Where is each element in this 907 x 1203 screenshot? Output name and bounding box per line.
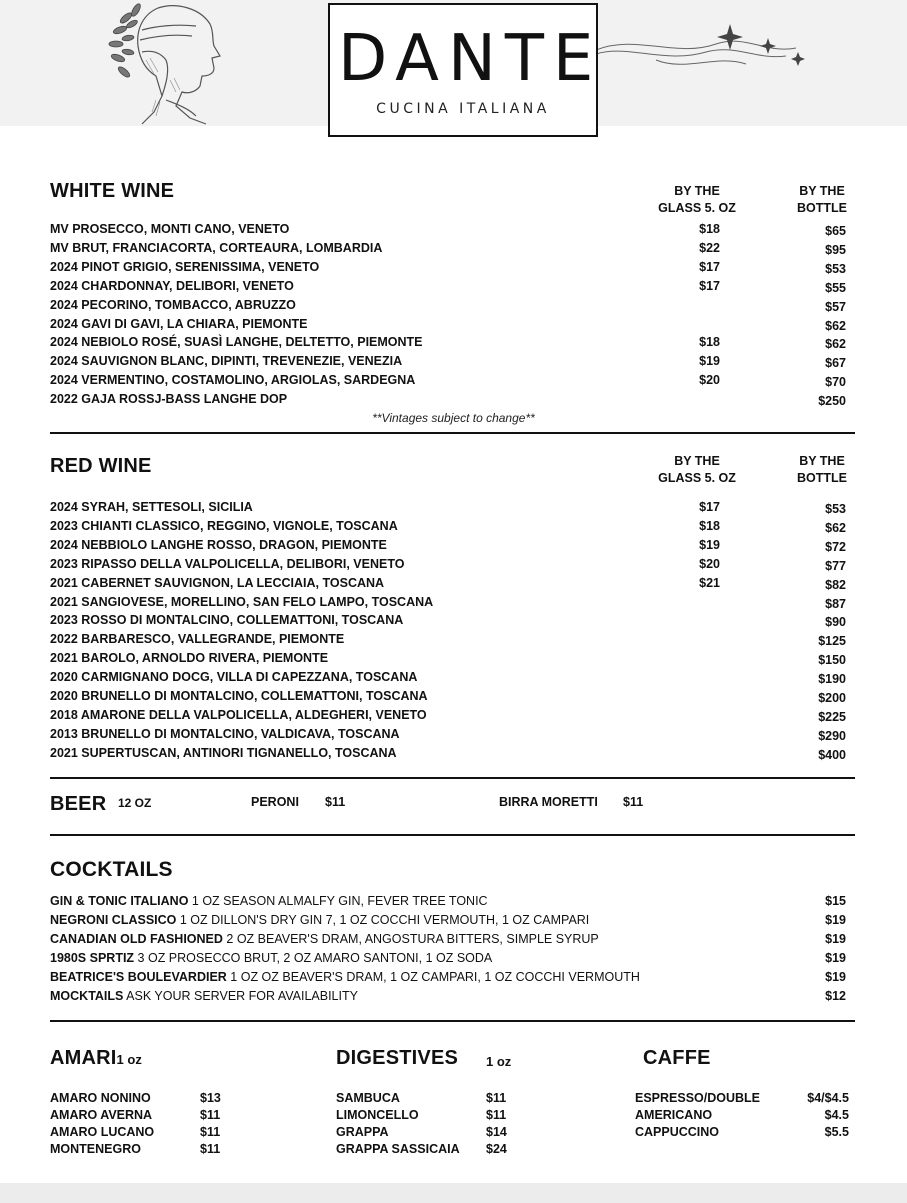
wine-bottle-price: $53 (825, 502, 846, 516)
cocktail-price: $19 (825, 970, 846, 984)
cocktail-price: $19 (825, 913, 846, 927)
digestives-item-name: GRAPPA SASSICAIA (336, 1142, 460, 1156)
cocktail-description: 1 OZ OZ BEAVER'S DRAM, 1 OZ CAMPARI, 1 OZ COCCHI VERMOUTH (226, 970, 640, 984)
wine-item-name: MV BRUT, FRANCIACORTA, CORTEAURA, LOMBARDIA (50, 240, 383, 255)
digestives-item-price: $24 (486, 1142, 507, 1156)
wine-item-name: 2022 BARBARESCO, VALLEGRANDE, PIEMONTE (50, 632, 345, 647)
amari-item-name: AMARO LUCANO (50, 1125, 155, 1139)
wine-bottle-price: $225 (818, 709, 846, 724)
wine-bottle-price: $190 (818, 672, 846, 687)
wine-bottle-price: $72 (825, 539, 846, 554)
wine-item-name: 2023 ROSSO DI MONTALCINO, COLLEMATTONI, TOSCANA (50, 613, 404, 628)
wine-item-name: 2023 CHIANTI CLASSICO, REGGINO, VIGNOLE, TOSCANA (50, 518, 398, 533)
caffe-item-price: $4/$4.5 (807, 1091, 849, 1105)
amari-item-price: $11 (200, 1108, 221, 1122)
wine-item-name: 2024 GAVI DI GAVI, LA CHIARA, PIEMONTE (50, 316, 308, 331)
wine-bottle-price: $90 (825, 615, 846, 630)
wine-bottle-price: $57 (825, 299, 846, 314)
digestives-size: 1 oz (486, 1054, 512, 1069)
caffe-title: CAFFE (643, 1047, 711, 1069)
wine-item-name: 2024 NEBIOLO ROSÉ, SUASÌ LANGHE, DELTETTO, PIEMONTE (50, 335, 423, 350)
white-wine-glass-header: BY THE GLASS 5. OZ (658, 184, 736, 215)
wine-bottle-price: $55 (825, 280, 846, 295)
wine-item-name: 2024 CHARDONNAY, DELIBORI, VENETO (50, 278, 294, 293)
wine-item-name: 2021 CABERNET SAUVIGNON, LA LECCIAIA, TOSCANA (50, 575, 385, 590)
wine-item-name: 2024 PECORINO, TOMBACCO, ABRUZZO (50, 297, 296, 312)
wine-bottle-price: $62 (825, 520, 846, 535)
wine-item-name: 2024 NEBBIOLO LANGHE ROSSO, DRAGON, PIEMONTE (50, 537, 387, 552)
wine-item-name: 2024 SYRAH, SETTESOLI, SICILIA (50, 500, 253, 514)
cocktail-description: 2 OZ BEAVER'S DRAM, ANGOSTURA BITTERS, SIMPLE SYRUP (222, 932, 599, 946)
cocktail-item (50, 970, 640, 984)
amari-heading (50, 1047, 142, 1070)
wine-bottle-price: $150 (818, 653, 846, 668)
cocktail-item (50, 913, 589, 927)
red-wine-glass-header: BY THE GLASS 5. OZ (658, 454, 736, 485)
wine-bottle-price: $87 (825, 596, 846, 611)
wine-bottle-price: $200 (818, 691, 846, 705)
wine-item-name: 2024 VERMENTINO, COSTAMOLINO, ARGIOLAS, SARDEGNA (50, 373, 416, 388)
wine-item-name: 2013 BRUNELLO DI MONTALCINO, VALDICAVA, TOSCANA (50, 726, 400, 741)
cocktail-name: 1980S SPRTIZ (50, 951, 135, 965)
cocktail-price: $15 (825, 894, 846, 908)
caffe-item-name: AMERICANO (635, 1108, 713, 1122)
cocktail-item (50, 951, 492, 965)
cocktail-name: BEATRICE'S BOULEVARDIER (50, 970, 227, 984)
wine-item-name: 2020 BRUNELLO DI MONTALCINO, COLLEMATTONI, TOSCANA (50, 689, 428, 703)
wine-glass-price: $19 (699, 354, 720, 369)
wine-item-name: 2021 BAROLO, ARNOLDO RIVERA, PIEMONTE (50, 651, 329, 666)
restaurant-name: DANTE (338, 22, 603, 96)
wine-glass-price: $17 (699, 278, 720, 293)
cocktail-name: CANADIAN OLD FASHIONED (50, 932, 223, 946)
wine-bottle-price: $70 (825, 375, 846, 390)
beer-item-price: $11 (623, 795, 644, 809)
wine-item-name: 2024 PINOT GRIGIO, SERENISSIMA, VENETO (50, 259, 320, 274)
swirl-stars-decoration (596, 14, 816, 84)
wine-bottle-price: $250 (818, 394, 846, 409)
amari-item-name: AMARO AVERNA (50, 1108, 153, 1122)
cocktails-title: COCKTAILS (50, 858, 173, 881)
wine-bottle-price: $53 (825, 261, 846, 276)
cocktail-description: 3 OZ PROSECCO BRUT, 2 OZ AMARO SANTONI, 1 OZ SODA (134, 951, 493, 965)
wine-glass-price: $18 (699, 518, 720, 533)
wine-glass-price: $18 (699, 222, 720, 236)
caffe-item-name: CAPPUCCINO (635, 1125, 720, 1139)
divider (50, 432, 855, 434)
wine-glass-price: $18 (699, 335, 720, 350)
wine-bottle-price: $125 (818, 634, 846, 649)
restaurant-tagline: CUCINA ITALIANA (376, 101, 550, 117)
cocktail-price: $19 (825, 951, 846, 965)
beer-item-price: $11 (325, 795, 346, 809)
red-wine-bottle-header: BY THE BOTTLE (797, 454, 847, 485)
cocktail-description: ASK YOUR SERVER FOR AVAILABILITY (123, 989, 358, 1003)
white-wine-bottle-header: BY THE BOTTLE (797, 184, 847, 215)
wine-glass-price: $17 (699, 500, 720, 514)
cocktail-item (50, 932, 599, 946)
digestives-item-price: $11 (486, 1091, 507, 1105)
wine-glass-price: $21 (699, 575, 720, 590)
caffe-item-name: ESPRESSO/DOUBLE (635, 1091, 761, 1105)
wine-glass-price: $17 (699, 259, 720, 274)
beer-title: BEER (50, 793, 107, 815)
digestives-item-name: LIMONCELLO (336, 1108, 419, 1122)
white-wine-title: WHITE WINE (50, 180, 175, 202)
wine-bottle-price: $290 (818, 728, 846, 743)
cocktail-price: $12 (825, 989, 846, 1003)
amari-title: AMARI (50, 1047, 117, 1069)
digestives-item-price: $14 (486, 1125, 507, 1139)
wine-bottle-price: $62 (825, 318, 846, 333)
divider (50, 1020, 855, 1022)
beer-item-name: PERONI (251, 795, 299, 809)
caffe-item-price: $5.5 (824, 1125, 849, 1139)
wine-bottle-price: $95 (825, 242, 846, 257)
wine-glass-price: $22 (699, 240, 720, 255)
divider (50, 777, 855, 779)
wine-bottle-price: $67 (825, 356, 846, 371)
divider (50, 834, 855, 836)
digestives-heading (336, 1047, 458, 1070)
amari-item-price: $11 (200, 1125, 221, 1139)
wine-bottle-price: $62 (825, 337, 846, 352)
cocktail-name: GIN & TONIC ITALIANO (50, 894, 189, 908)
cocktail-name: NEGRONI CLASSICO (50, 913, 177, 927)
amari-item-name: MONTENEGRO (50, 1142, 141, 1156)
wine-item-name: 2021 SUPERTUSCAN, ANTINORI TIGNANELLO, TOSCANA (50, 745, 397, 760)
wine-bottle-price: $77 (825, 558, 846, 573)
amari-item-price: $13 (200, 1091, 221, 1105)
wine-item-name: MV PROSECCO, MONTI CANO, VENETO (50, 222, 290, 236)
wine-item-name: 2020 CARMIGNANO DOCG, VILLA DI CAPEZZANA, TOSCANA (50, 670, 418, 685)
beer-item-name: BIRRA MORETTI (499, 795, 598, 809)
wine-item-name: 2024 SAUVIGNON BLANC, DIPINTI, TREVENEZIE, VENEZIA (50, 354, 403, 369)
wine-glass-price: $19 (699, 537, 720, 552)
digestives-item-price: $11 (486, 1108, 507, 1122)
cocktail-item (50, 989, 358, 1003)
digestives-item-name: GRAPPA (336, 1125, 389, 1139)
caffe-item-price: $4.5 (824, 1108, 849, 1122)
wine-item-name: 2022 GAJA ROSSJ-BASS LANGHE DOP (50, 392, 288, 407)
amari-item-name: AMARO NONINO (50, 1091, 151, 1105)
cocktail-name: MOCKTAILS (50, 989, 124, 1003)
wine-bottle-price: $65 (825, 224, 846, 238)
dante-bust-illustration (96, 0, 226, 126)
wine-item-name: 2023 RIPASSO DELLA VALPOLICELLA, DELIBORI, VENETO (50, 556, 405, 571)
footer-band (0, 1183, 907, 1203)
wine-glass-price: $20 (699, 556, 720, 571)
wine-glass-price: $20 (699, 373, 720, 388)
amari-item-price: $11 (200, 1142, 221, 1156)
cocktail-item (50, 894, 488, 908)
cocktail-description: 1 OZ SEASON ALMALFY GIN, FEVER TREE TONIC (188, 894, 488, 908)
wine-bottle-price: $400 (818, 747, 846, 762)
wine-item-name: 2018 AMARONE DELLA VALPOLICELLA, ALDEGHERI, VENETO (50, 707, 427, 722)
restaurant-logo (328, 3, 603, 137)
wine-bottle-price: $82 (825, 577, 846, 592)
digestives-item-name: SAMBUCA (336, 1091, 400, 1105)
wine-item-name: 2021 SANGIOVESE, MORELLINO, SAN FELO LAMPO, TOSCANA (50, 594, 434, 609)
vintages-note: **Vintages subject to change** (372, 411, 535, 425)
red-wine-title: RED WINE (50, 455, 152, 477)
cocktail-description: 1 OZ DILLON'S DRY GIN 7, 1 OZ COCCHI VERMOUTH, 1 OZ CAMPARI (176, 913, 590, 927)
digestives-title: DIGESTIVES (336, 1047, 459, 1069)
amari-size: 1 oz (116, 1052, 142, 1067)
cocktail-price: $19 (825, 932, 846, 946)
beer-size: 12 OZ (118, 796, 152, 810)
